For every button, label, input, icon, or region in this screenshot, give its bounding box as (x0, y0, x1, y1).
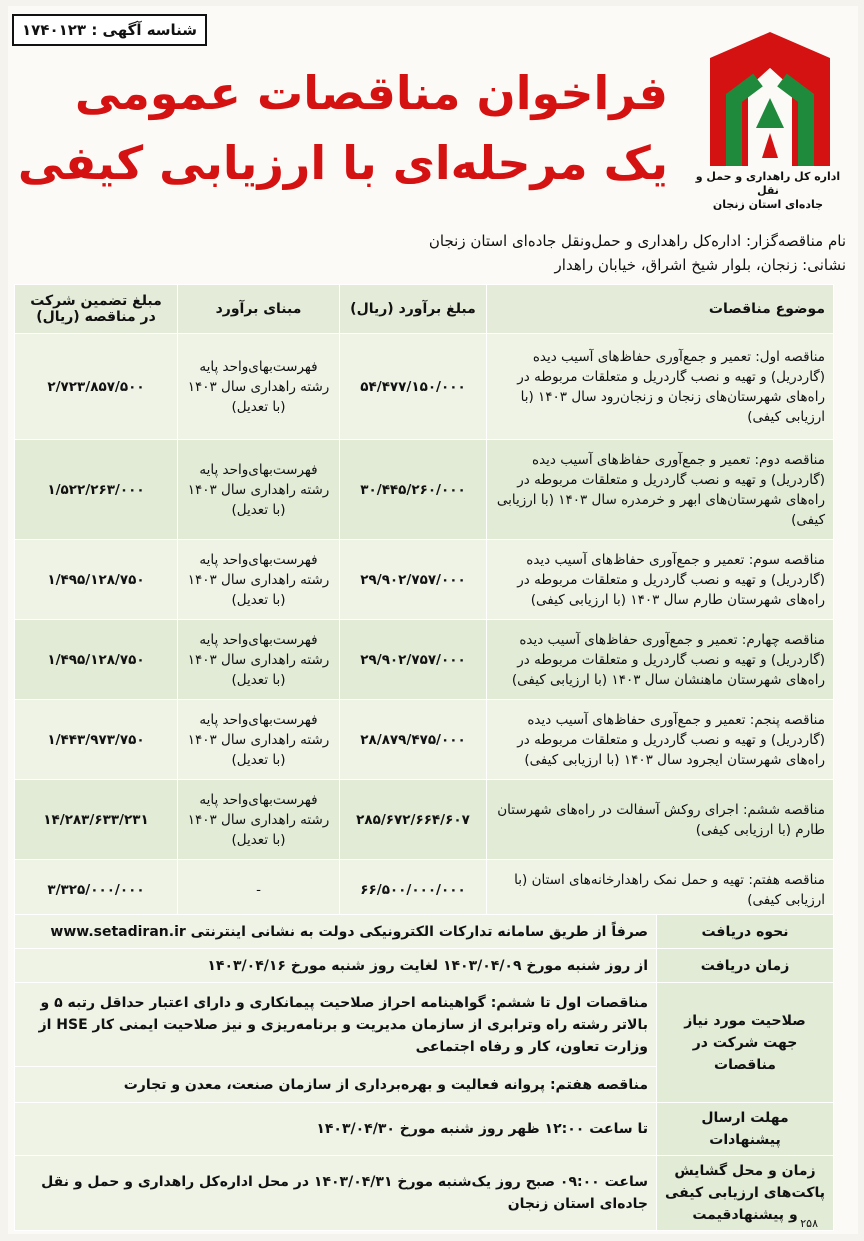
row-amount: ۲۹/۹۰۲/۷۵۷/۰۰۰ (340, 540, 487, 620)
info-row (15, 949, 834, 983)
row-subject: مناقصه هفتم: تهیه و حمل نمک راهدارخانه‌های استان (با ارزیابی کیفی) (487, 860, 834, 920)
receive-method-label: نحوه دریافت (657, 915, 834, 949)
row-guarantee: ۱/۴۹۵/۱۲۸/۷۵۰ (15, 540, 178, 620)
row-subject: مناقصه سوم: تعمیر و جمع‌آوری حفاظ‌های آسیب دیده (گاردریل) و تهیه و نصب گاردریل و متعلقات مربوطه در راه‌های شهرستان طارم سال ۱۴۰۳ (با ارزیابی کیفی) (487, 540, 834, 620)
row-amount: ۳۰/۴۴۵/۲۶۰/۰۰۰ (340, 440, 487, 540)
title-line2: یک مرحله‌ای با ارزیابی کیفی (17, 136, 668, 190)
row-subject: مناقصه دوم: تعمیر و جمع‌آوری حفاظ‌های آسیب دیده (گاردریل) و تهیه و نصب گاردریل و متعلقات مربوطه در راه‌های شهرستان‌های ابهر و خرمدره سال ۱۴۰۳ (با ارزیابی کیفی) (487, 440, 834, 540)
row-guarantee: ۳/۳۲۵/۰۰۰/۰۰۰ (15, 860, 178, 920)
ad-id: شناسه آگهی : ۱۷۴۰۱۲۳ (12, 14, 207, 46)
row-amount: ۲۹/۹۰۲/۷۵۷/۰۰۰ (340, 620, 487, 700)
receive-time-label: زمان دریافت (657, 949, 834, 983)
logo-org-name (688, 170, 848, 212)
road-maintenance-logo-icon (706, 28, 834, 170)
table-row (15, 440, 834, 540)
table-row (15, 334, 834, 440)
row-amount: ۲۸/۸۷۹/۴۷۵/۰۰۰ (340, 700, 487, 780)
row-amount: ۲۸۵/۶۷۲/۶۶۴/۶۰۷ (340, 780, 487, 860)
tender-advertisement (8, 6, 858, 1234)
row-basis: فهرست‌بهای‌واحد پایه رشته راهداری سال ۱۴۰۳ (با تعدیل) (178, 700, 340, 780)
receive-time-value: از روز شنبه مورخ ۱۴۰۳/۰۴/۰۹ لغایت روز شنبه مورخ ۱۴۰۳/۰۴/۱۶ (15, 949, 657, 983)
qualification-label: صلاحیت مورد نیاز جهت شرکت در مناقصات (657, 983, 834, 1103)
header-amount: مبلغ برآورد (ریال) (340, 285, 487, 334)
tender-info-table (14, 914, 834, 1231)
row-guarantee: ۱/۵۲۲/۲۶۳/۰۰۰ (15, 440, 178, 540)
row-guarantee: ۱/۴۹۵/۱۲۸/۷۵۰ (15, 620, 178, 700)
info-row (15, 983, 834, 1067)
header-subject: موضوع مناقصات (487, 285, 834, 334)
row-basis: فهرست‌بهای‌واحد پایه رشته راهداری سال ۱۴۰۳ (با تعدیل) (178, 620, 340, 700)
row-guarantee: ۱/۴۴۳/۹۷۳/۷۵۰ (15, 700, 178, 780)
row-basis: فهرست‌بهای‌واحد پایه رشته راهداری سال ۱۴۰۳ (با تعدیل) (178, 334, 340, 440)
table-row (15, 700, 834, 780)
row-basis: - (178, 860, 340, 920)
row-subject: مناقصه اول: تعمیر و جمع‌آوری حفاظ‌های آسیب دیده (گاردریل) و تهیه و نصب گاردریل و متعلقات مربوطه در راه‌های شهرستان‌های زنجان و زنجان‌رود سال ۱۴۰۳ (با ارزیابی کیفی) (487, 334, 834, 440)
receive-method-value: صرفاً از طریق سامانه تدارکات الکترونیکی دولت به نشانی اینترنتی www.setadiran.ir (15, 915, 657, 949)
row-subject: مناقصه ششم: اجرای روکش آسفالت در راه‌های شهرستان طارم (با ارزیابی کیفی) (487, 780, 834, 860)
header-basis: مبنای برآورد (178, 285, 340, 334)
table-row (15, 780, 834, 860)
qualification-value1: مناقصات اول تا ششم: گواهینامه احراز صلاحیت پیمانکاری و دارای اعتبار حداقل رتبه ۵ و بالاتر رشته راه وترابری از سازمان مدیریت و برنامه‌ریزی و نیز صلاحیت ایمنی کار HSE از وزارت تعاون، کار و رفاه اجتماعی (15, 983, 657, 1067)
row-basis: فهرست‌بهای‌واحد پایه رشته راهداری سال ۱۴۰۳ (با تعدیل) (178, 440, 340, 540)
address: نشانی: زنجان، بلوار شیخ اشراق، خیابان راهدار (554, 256, 846, 274)
row-basis: فهرست‌بهای‌واحد پایه رشته راهداری سال ۱۴۰۳ (با تعدیل) (178, 780, 340, 860)
opening-value: ساعت ۰۹:۰۰ صبح روز یک‌شنبه مورخ ۱۴۰۳/۰۴/۳۱ در محل اداره‌کل راهداری و حمل و نقل جاده‌ای استان زنجان (15, 1156, 657, 1231)
logo-org-line2: جاده‌ای استان زنجان (712, 198, 824, 211)
logo-org-line1: اداره کل راهداری و حمل و نقل (695, 170, 841, 197)
header-guarantee: مبلغ تضمین شرکت در مناقصه (ریال) (15, 285, 178, 334)
row-amount: ۶۶/۵۰۰/۰۰۰/۰۰۰ (340, 860, 487, 920)
opening-label: زمان و محل گشایش پاکت‌های ارزیابی کیفی و پیشنهادقیمت (657, 1156, 834, 1231)
deadline-label: مهلت ارسال پیشنهادات (657, 1103, 834, 1156)
table-row (15, 860, 834, 920)
page-number: ۲۵۸ (800, 1217, 818, 1230)
row-amount: ۵۴/۴۷۷/۱۵۰/۰۰۰ (340, 334, 487, 440)
table-header-row (15, 285, 834, 334)
table-row (15, 620, 834, 700)
tenders-table (14, 284, 834, 920)
row-guarantee: ۱۴/۲۸۳/۶۳۳/۲۳۱ (15, 780, 178, 860)
deadline-value: تا ساعت ۱۲:۰۰ ظهر روز شنبه مورخ ۱۴۰۳/۰۴/۳۰ (15, 1103, 657, 1156)
row-basis: فهرست‌بهای‌واحد پایه رشته راهداری سال ۱۴۰۳ (با تعدیل) (178, 540, 340, 620)
info-row (15, 915, 834, 949)
info-row (15, 1103, 834, 1156)
row-subject: مناقصه چهارم: تعمیر و جمع‌آوری حفاظ‌های آسیب دیده (گاردریل) و تهیه و نصب گاردریل و متعلقات مربوطه در راه‌های شهرستان ماهنشان سال ۱۴۰۳ (با ارزیابی کیفی) (487, 620, 834, 700)
info-row (15, 1156, 834, 1231)
row-guarantee: ۲/۷۲۳/۸۵۷/۵۰۰ (15, 334, 178, 440)
row-subject: مناقصه پنجم: تعمیر و جمع‌آوری حفاظ‌های آسیب دیده (گاردریل) و تهیه و نصب گاردریل و متعلقات مربوطه در راه‌های شهرستان ایجرود سال ۱۴۰۳ (با ارزیابی کیفی) (487, 700, 834, 780)
title-line1: فراخوان مناقصات عمومی (74, 66, 668, 120)
tender-organizer: نام مناقصه‌گزار: اداره‌کل راهداری و حمل‌ونقل جاده‌ای استان زنجان (428, 232, 846, 250)
table-row (15, 540, 834, 620)
qualification-value2: مناقصه هفتم: پروانه فعالیت و بهره‌برداری از سازمان صنعت، معدن و تجارت (15, 1067, 657, 1103)
